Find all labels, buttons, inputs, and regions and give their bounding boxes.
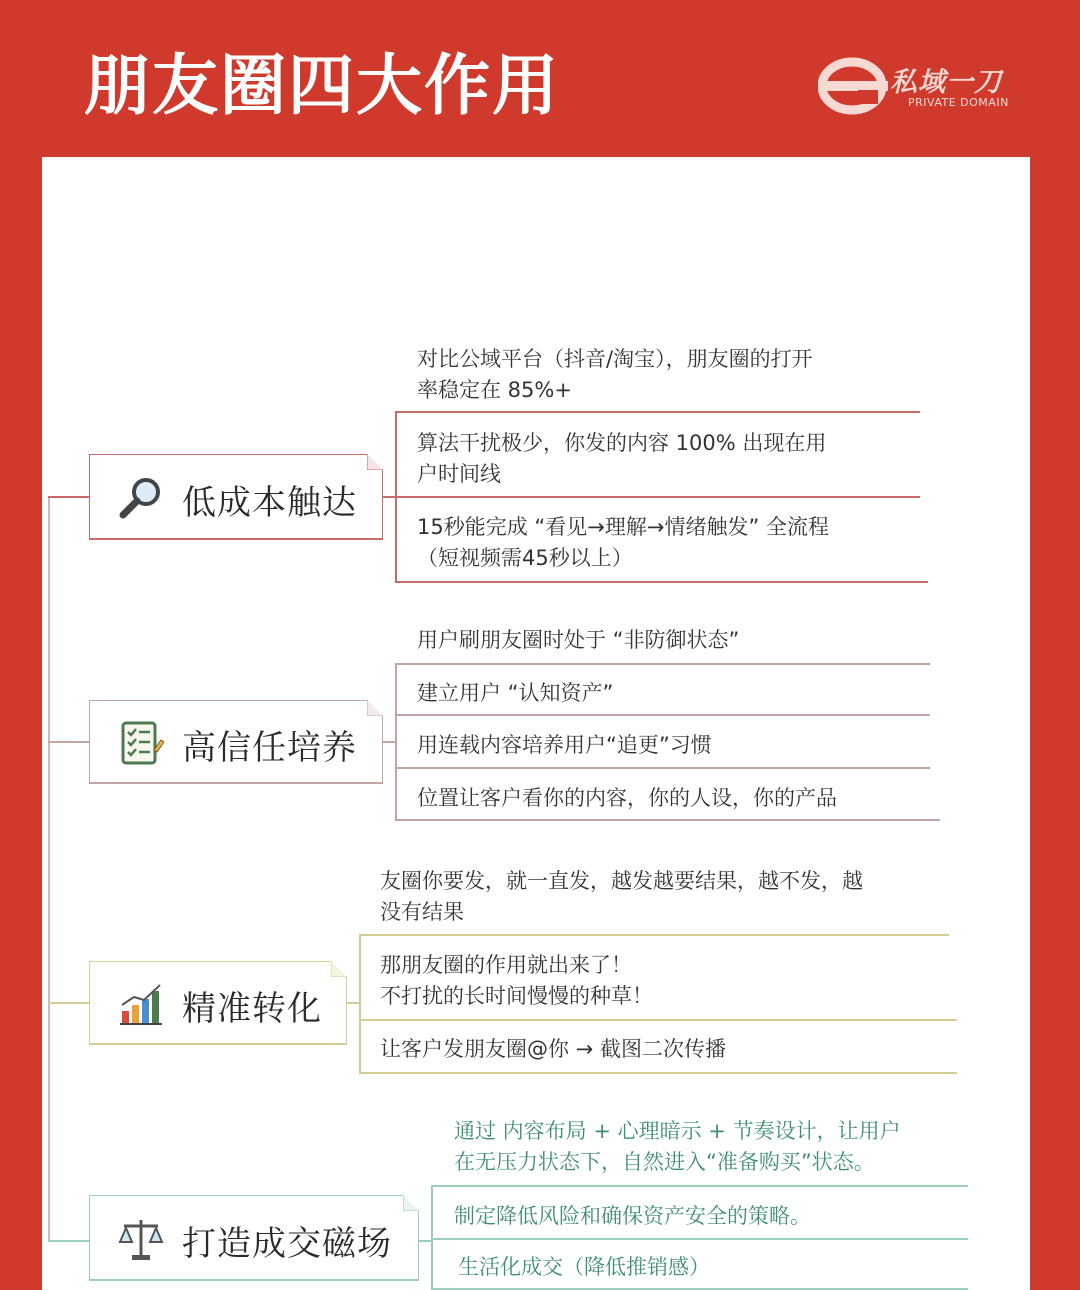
leaf-item: 友圈你要发，就一直发，越发越要结果，越不发，越 没有结果 xyxy=(380,869,863,924)
topic-high-trust[interactable] xyxy=(89,700,383,784)
topic-label: 高信任培养 xyxy=(182,728,357,768)
spine-branch-4 xyxy=(48,1240,89,1242)
fold-corner-icon xyxy=(367,700,383,716)
leaf-underline xyxy=(359,934,949,936)
brand-logo-icon xyxy=(818,56,892,116)
branch-connector xyxy=(383,496,395,498)
topic-label: 精准转化 xyxy=(182,989,322,1029)
spine-branch-1 xyxy=(48,496,89,498)
topic-label: 打造成交磁场 xyxy=(182,1224,392,1264)
checklist-icon xyxy=(118,720,164,766)
branch-connector xyxy=(383,741,395,743)
leaf-underline xyxy=(395,714,930,716)
leaf-item: 15秒能完成 “看见→理解→情绪触发” 全流程 （短视频需45秒以上） xyxy=(417,515,830,570)
leaf-underline xyxy=(395,496,920,498)
leaf-item: 制定降低风险和确保资产安全的策略。 xyxy=(454,1204,811,1228)
leaf-item: 让客户发朋友圈@你 → 截图二次传播 xyxy=(380,1037,726,1061)
topic-precise-conversion[interactable] xyxy=(89,961,347,1045)
spine-branch-2 xyxy=(48,741,89,743)
mindmap-card xyxy=(42,157,1030,1290)
leaf-underline xyxy=(395,767,930,769)
brand-logo xyxy=(818,52,1028,122)
branch-connector xyxy=(347,1002,359,1004)
topic-deal-magnetic-field[interactable] xyxy=(89,1195,419,1281)
leaf-underline xyxy=(431,1185,968,1187)
bar-chart-icon xyxy=(118,981,164,1027)
leaf-underline xyxy=(395,819,940,821)
leaf-item: 那朋友圈的作用就出来了！ 不打扰的长时间慢慢的种草！ xyxy=(380,953,653,1008)
leaf-item: 用连载内容培养用户“追更”习惯 xyxy=(417,733,712,757)
leaf-underline xyxy=(395,663,930,665)
branch-bracket xyxy=(359,934,361,1072)
leaf-item: 算法干扰极少，你发的内容 100% 出现在用 户时间线 xyxy=(417,431,827,486)
fold-corner-icon xyxy=(403,1195,419,1211)
leaf-item: 用户刷朋友圈时处于 “非防御状态” xyxy=(417,628,740,652)
fold-corner-icon xyxy=(331,961,347,977)
leaf-item: 位置让客户看你的内容，你的人设，你的产品 xyxy=(417,786,837,810)
brand-name: 私域一刀 xyxy=(890,67,1002,98)
branch-bracket xyxy=(395,663,397,819)
leaf-underline xyxy=(395,411,920,413)
spine-line xyxy=(48,496,50,1240)
leaf-item: 建立用户 “认知资产” xyxy=(417,681,614,705)
page-title: 朋友圈四大作用 xyxy=(84,46,560,124)
leaf-item: 生活化成交（降低推销感） xyxy=(458,1255,710,1279)
leaf-underline xyxy=(431,1238,968,1240)
magnifier-icon xyxy=(118,475,164,521)
spine-branch-3 xyxy=(48,1002,89,1004)
topic-low-cost-reach[interactable] xyxy=(89,454,383,540)
scale-icon xyxy=(118,1216,164,1262)
leaf-underline xyxy=(359,1019,957,1021)
brand-subtitle: PRIVATE DOMAIN xyxy=(908,96,1009,109)
leaf-item: 对比公域平台（抖音/淘宝），朋友圈的打开 率稳定在 85%+ xyxy=(417,347,813,402)
leaf-underline xyxy=(395,581,928,583)
branch-connector xyxy=(419,1240,431,1242)
topic-label: 低成本触达 xyxy=(182,483,357,523)
leaf-item: 通过 内容布局 + 心理暗示 + 节奏设计，让用户 在无压力状态下，自然进入“准备购买”状态。 xyxy=(454,1119,901,1174)
leaf-underline xyxy=(359,1072,957,1074)
fold-corner-icon xyxy=(367,454,383,470)
